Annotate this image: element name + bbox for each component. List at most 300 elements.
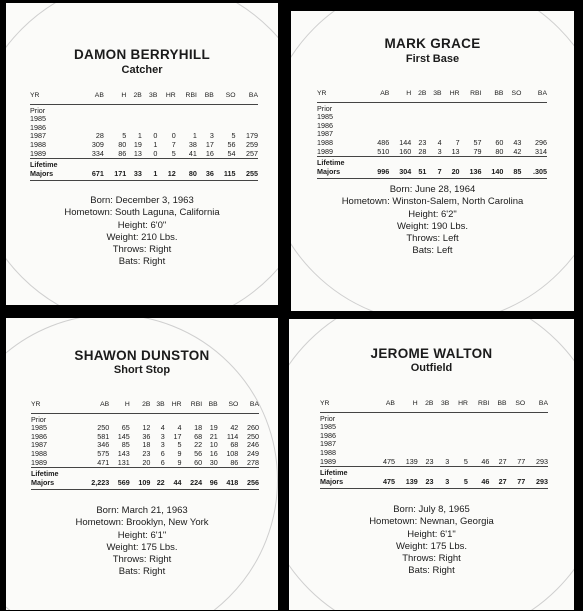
stats-cell: 43: [513, 137, 522, 147]
stats-cell: [157, 115, 175, 124]
stats-year: 1987: [320, 439, 336, 449]
stats-cell: 77: [517, 456, 526, 466]
bio-line: Throws: Left: [406, 233, 459, 245]
bio-line: Throws: Right: [402, 553, 461, 565]
column-header: H: [395, 400, 418, 412]
column-header: AB: [367, 90, 389, 102]
column-header: RBI: [468, 400, 489, 412]
bio-line: Hometown: South Laguna, California: [64, 207, 220, 219]
bio-line: Bats: Right: [118, 256, 166, 268]
majors-label: Majors: [320, 478, 372, 489]
majors-totals-row: [30, 170, 258, 181]
stats-cell: [521, 122, 547, 131]
stats-cell: 4: [437, 137, 442, 147]
stats-year: 1985: [320, 422, 336, 432]
stats-cell: [468, 423, 489, 432]
column-header: 3B: [150, 401, 164, 413]
stats-cell: 56: [227, 139, 236, 149]
stats-row: [317, 102, 547, 113]
stats-cell: [411, 113, 426, 122]
stats-cell: 65: [121, 423, 130, 433]
stats-cell: 18: [194, 423, 203, 433]
column-header: AB: [78, 401, 109, 413]
stats-cell: [367, 122, 389, 131]
stats-cell: [389, 102, 411, 113]
majors-total: 85: [503, 168, 521, 179]
stats-cell: 38: [188, 139, 197, 149]
stats-cell: [395, 423, 418, 432]
stats-row: [30, 141, 258, 150]
bio-line: Throws: Right: [112, 244, 172, 256]
stats-cell: [460, 113, 482, 122]
stats-cell: 108: [226, 448, 239, 458]
lifetime-label: Lifetime: [317, 157, 367, 168]
stats-cell: 18: [142, 440, 151, 450]
lifetime-label: Lifetime: [320, 467, 372, 478]
stats-cell: 68: [230, 440, 239, 450]
stats-cell: [426, 122, 441, 131]
majors-label: Majors: [30, 170, 81, 181]
stats-header-row: [317, 90, 547, 102]
majors-total: 224: [182, 479, 203, 490]
stats-cell: 79: [473, 146, 482, 156]
stats-cell: [449, 440, 468, 449]
column-header: AB: [372, 400, 395, 412]
stats-cell: 145: [117, 431, 130, 441]
stats-row: [320, 458, 548, 467]
column-header: HR: [449, 400, 468, 412]
majors-total: 1: [142, 170, 158, 181]
bio-line: Height: 6'0": [117, 219, 167, 231]
column-header: BA: [521, 90, 547, 102]
stats-row: [317, 113, 547, 122]
stats-cell: 114: [226, 431, 239, 441]
stats-cell: 278: [247, 457, 259, 467]
stats-row: [30, 132, 258, 141]
stats-cell: 0: [153, 131, 158, 141]
column-header: BB: [481, 90, 503, 102]
stats-cell: [126, 115, 142, 124]
stats-cell: 4: [177, 423, 182, 433]
column-header: HR: [165, 401, 182, 413]
stats-cell: 60: [495, 137, 504, 147]
stats-cell: [104, 115, 126, 124]
column-header: H: [389, 90, 411, 102]
stats-row: [30, 150, 258, 159]
stats-year: 1986: [31, 431, 47, 441]
stats-cell: [433, 412, 449, 423]
column-header: SO: [503, 90, 521, 102]
stats-year: 1988: [320, 447, 336, 457]
stats-cell: [433, 440, 449, 449]
stats-cell: [426, 113, 441, 122]
stats-year: 1987: [317, 129, 333, 139]
stats-cell: 246: [247, 440, 259, 450]
stats-cell: 0: [153, 148, 158, 158]
stats-cell: 143: [117, 448, 130, 458]
player-name: SHAWON DUNSTON: [74, 348, 210, 363]
stats-year: 1986: [30, 122, 46, 132]
stats-row: [320, 412, 548, 423]
stats-cell: 5: [171, 148, 176, 158]
column-header: BA: [238, 401, 259, 413]
bio-line: Hometown: Brooklyn, New York: [75, 517, 209, 529]
stats-cell: 1: [153, 139, 158, 149]
stats-cell: [197, 115, 214, 124]
lifetime-label: Lifetime: [31, 468, 78, 479]
stats-cell: 42: [513, 146, 522, 156]
player-card-dunston: [6, 318, 278, 610]
stats-cell: [481, 113, 503, 122]
stats-cell: 13: [451, 146, 460, 156]
stats-table: [31, 401, 259, 490]
stats-header-row: [31, 401, 259, 413]
player-position: Outfield: [410, 362, 453, 374]
stats-cell: [481, 122, 503, 131]
stats-year: Prior: [317, 103, 333, 113]
stats-cell: [142, 104, 158, 115]
stats-cell: 9: [177, 457, 182, 467]
bio-line: Born: March 21, 1963: [96, 505, 188, 516]
majors-total: .305: [521, 168, 547, 179]
stats-cell: 3: [160, 431, 165, 441]
stats-cell: 160: [399, 146, 412, 156]
stats-cell: [395, 412, 418, 423]
stats-cell: [126, 104, 142, 115]
column-header: HR: [157, 92, 175, 104]
stats-cell: [372, 423, 395, 432]
stats-cell: [418, 440, 434, 449]
column-header: RBI: [460, 90, 482, 102]
majors-total: 27: [489, 478, 506, 489]
stats-table: [320, 400, 548, 489]
majors-total: 139: [395, 478, 418, 489]
stats-cell: 68: [194, 431, 203, 441]
majors-total: 996: [367, 168, 389, 179]
stats-cell: 23: [418, 137, 427, 147]
stats-year: 1985: [31, 423, 47, 433]
stats-year: 1989: [30, 148, 46, 158]
column-header: SO: [218, 401, 239, 413]
majors-total: 23: [418, 478, 434, 489]
stats-cell: 19: [133, 139, 142, 149]
stats-cell: [468, 440, 489, 449]
player-bio: [289, 504, 574, 578]
column-header: RBI: [182, 401, 203, 413]
stats-year: 1985: [317, 112, 333, 122]
stats-cell: [489, 432, 506, 441]
stats-cell: 12: [142, 423, 151, 433]
lifetime-label-row: [320, 467, 548, 478]
stats-cell: [81, 115, 103, 124]
stats-year: Prior: [320, 413, 336, 423]
stats-cell: 56: [194, 448, 203, 458]
stats-cell: [411, 102, 426, 113]
stats-cell: 131: [117, 457, 130, 467]
majors-total: 109: [130, 479, 151, 490]
stats-cell: 293: [536, 456, 548, 466]
stats-cell: [507, 432, 526, 441]
player-position: Short Stop: [113, 364, 171, 376]
stats-cell: [521, 102, 547, 113]
column-header: 2B: [130, 401, 151, 413]
player-card-grace: [291, 11, 574, 311]
column-header: RBI: [176, 92, 197, 104]
stats-year: 1988: [31, 448, 47, 458]
stats-cell: 581: [97, 431, 110, 441]
stats-cell: 22: [194, 440, 203, 450]
stats-cell: 250: [97, 423, 110, 433]
stats-cell: [489, 423, 506, 432]
stats-cell: [395, 432, 418, 441]
bio-line: Weight: 210 Lbs.: [106, 231, 178, 243]
stats-year: 1989: [317, 146, 333, 156]
stats-cell: 16: [209, 448, 218, 458]
stats-cell: [411, 122, 426, 131]
stats-cell: [433, 423, 449, 432]
stats-cell: 13: [133, 148, 142, 158]
stats-cell: [426, 102, 441, 113]
stats-cell: 10: [209, 440, 218, 450]
stats-cell: [525, 412, 548, 423]
majors-totals-row: [31, 479, 259, 490]
player-card-berryhill: [6, 3, 278, 305]
stats-cell: [81, 104, 103, 115]
stats-cell: [449, 432, 468, 441]
stats-cell: [468, 412, 489, 423]
player-bio: [291, 184, 574, 258]
stats-row: [320, 423, 548, 432]
stats-year: 1989: [320, 456, 336, 466]
stats-cell: [395, 440, 418, 449]
stats-year: 1987: [31, 440, 47, 450]
stats-cell: 249: [247, 448, 259, 458]
stats-cell: 41: [188, 148, 197, 158]
stats-cell: 1: [192, 131, 197, 141]
stats-cell: 36: [142, 431, 151, 441]
stats-cell: 296: [535, 137, 547, 147]
stats-cell: 259: [246, 139, 258, 149]
majors-total: 96: [202, 479, 218, 490]
majors-total: 569: [109, 479, 130, 490]
majors-totals-row: [317, 168, 547, 179]
bio-line: Height: 6'1": [407, 528, 456, 540]
stats-cell: [176, 104, 197, 115]
stats-cell: 20: [142, 457, 151, 467]
column-header: SO: [214, 92, 236, 104]
stats-cell: [367, 102, 389, 113]
stats-cell: [525, 440, 548, 449]
stats-cell: [507, 412, 526, 423]
stats-cell: 17: [173, 431, 182, 441]
stats-year: 1986: [320, 430, 336, 440]
bio-line: Hometown: Newnan, Georgia: [369, 516, 494, 528]
stats-cell: 334: [91, 148, 104, 158]
column-header: BB: [489, 400, 506, 412]
stats-cell: [460, 102, 482, 113]
stats-cell: 3: [160, 440, 165, 450]
stats-cell: [507, 423, 526, 432]
stats-cell: 7: [171, 139, 176, 149]
majors-total: 33: [126, 170, 142, 181]
stats-cell: 3: [445, 456, 450, 466]
stats-cell: [214, 104, 236, 115]
stats-cell: 471: [97, 457, 110, 467]
bio-line: Hometown: Winston-Salem, North Carolina: [341, 196, 524, 208]
majors-total: 80: [176, 170, 197, 181]
stats-cell: 260: [247, 423, 259, 433]
stats-cell: 16: [205, 148, 214, 158]
stats-cell: [372, 440, 395, 449]
bio-line: Throws: Right: [112, 554, 172, 566]
stats-cell: [468, 432, 489, 441]
majors-total: 77: [507, 478, 526, 489]
stats-row: [317, 122, 547, 131]
stats-cell: 86: [230, 457, 239, 467]
stats-year: 1989: [31, 457, 47, 467]
stats-cell: 7: [455, 137, 460, 147]
stats-cell: 19: [209, 423, 218, 433]
lifetime-label: Lifetime: [30, 159, 81, 170]
stats-cell: 60: [194, 457, 203, 467]
stats-cell: 57: [473, 137, 482, 147]
bio-line: Born: June 28, 1964: [389, 184, 476, 195]
majors-total: 20: [442, 168, 460, 179]
stats-cell: 144: [399, 137, 412, 147]
majors-total: 418: [218, 479, 239, 490]
stats-cell: 1: [137, 131, 142, 141]
stats-cell: [372, 432, 395, 441]
majors-totals-row: [320, 478, 548, 489]
bio-line: Bats: Left: [412, 245, 453, 257]
stats-cell: [433, 432, 449, 441]
stats-cell: 5: [177, 440, 182, 450]
stats-cell: 510: [377, 146, 390, 156]
stats-row: [317, 148, 547, 157]
stats-cell: 575: [97, 448, 110, 458]
stats-cell: [481, 102, 503, 113]
stats-row: [30, 104, 258, 115]
bio-line: Bats: Right: [408, 565, 455, 577]
player-bio: [6, 505, 278, 579]
stats-cell: [197, 104, 214, 115]
stats-cell: [418, 432, 434, 441]
stats-cell: 30: [209, 457, 218, 467]
stats-cell: 0: [171, 131, 176, 141]
stats-table: [30, 92, 258, 181]
majors-total: 51: [411, 168, 426, 179]
column-header: YR: [30, 92, 81, 104]
stats-year: 1988: [317, 137, 333, 147]
column-header: 3B: [426, 90, 441, 102]
column-header: 3B: [433, 400, 449, 412]
stats-cell: [418, 412, 434, 423]
column-header: BA: [525, 400, 548, 412]
majors-total: 140: [481, 168, 503, 179]
player-name: JEROME WALTON: [370, 346, 493, 361]
stats-cell: [142, 115, 158, 124]
majors-label: Majors: [317, 168, 367, 179]
stats-row: [30, 124, 258, 133]
stats-cell: 139: [405, 456, 418, 466]
stats-cell: 250: [247, 431, 259, 441]
stats-cell: [104, 104, 126, 115]
stats-cell: [449, 412, 468, 423]
stats-cell: [503, 122, 521, 131]
stats-cell: 6: [160, 448, 165, 458]
stats-cell: 346: [97, 440, 110, 450]
stats-cell: 28: [95, 131, 104, 141]
stats-cell: 475: [382, 456, 395, 466]
majors-total: 671: [81, 170, 103, 181]
stats-cell: [507, 440, 526, 449]
stats-cell: 486: [377, 137, 390, 147]
stats-row: [320, 432, 548, 441]
majors-total: 12: [157, 170, 175, 181]
bio-line: Weight: 175 Lbs.: [106, 541, 178, 553]
stats-cell: 3: [209, 131, 214, 141]
stats-cell: [449, 423, 468, 432]
stats-year: 1988: [30, 139, 46, 149]
stats-cell: 257: [246, 148, 258, 158]
player-card-walton: [289, 319, 574, 610]
column-header: YR: [31, 401, 78, 413]
stats-cell: 17: [205, 139, 214, 149]
stats-cell: [367, 113, 389, 122]
majors-total: 171: [104, 170, 126, 181]
player-name: MARK GRACE: [384, 36, 481, 51]
column-header: 2B: [126, 92, 142, 104]
stats-cell: [442, 102, 460, 113]
player-name: DAMON BERRYHILL: [74, 47, 210, 62]
majors-total: 293: [525, 478, 548, 489]
bio-line: Born: July 8, 1965: [393, 504, 470, 515]
stats-cell: [389, 122, 411, 131]
stats-cell: [503, 113, 521, 122]
stats-year: Prior: [30, 105, 46, 115]
column-header: BB: [197, 92, 214, 104]
stats-header-row: [320, 400, 548, 412]
majors-total: 304: [389, 168, 411, 179]
stats-cell: 314: [535, 146, 547, 156]
stats-cell: [503, 102, 521, 113]
stats-cell: [489, 440, 506, 449]
bio-line: Weight: 190 Lbs.: [396, 220, 469, 232]
stats-cell: [521, 113, 547, 122]
majors-total: 255: [236, 170, 258, 181]
stats-cell: [157, 104, 175, 115]
majors-total: 115: [214, 170, 236, 181]
stats-cell: 86: [118, 148, 127, 158]
majors-total: 136: [460, 168, 482, 179]
stats-cell: 80: [118, 139, 127, 149]
stats-cell: 309: [91, 139, 104, 149]
column-header: AB: [81, 92, 103, 104]
stats-cell: 85: [121, 440, 130, 450]
stats-cell: 5: [122, 131, 127, 141]
majors-total: 256: [238, 479, 259, 490]
stats-cell: 4: [160, 423, 165, 433]
majors-total: 475: [372, 478, 395, 489]
stats-row: [30, 115, 258, 124]
column-header: SO: [507, 400, 526, 412]
bio-line: Weight: 175 Lbs.: [395, 540, 468, 552]
column-header: BB: [202, 401, 218, 413]
stats-cell: [442, 113, 460, 122]
stats-cell: 27: [498, 456, 507, 466]
stats-year: 1987: [30, 131, 46, 141]
player-position: Catcher: [121, 64, 163, 76]
